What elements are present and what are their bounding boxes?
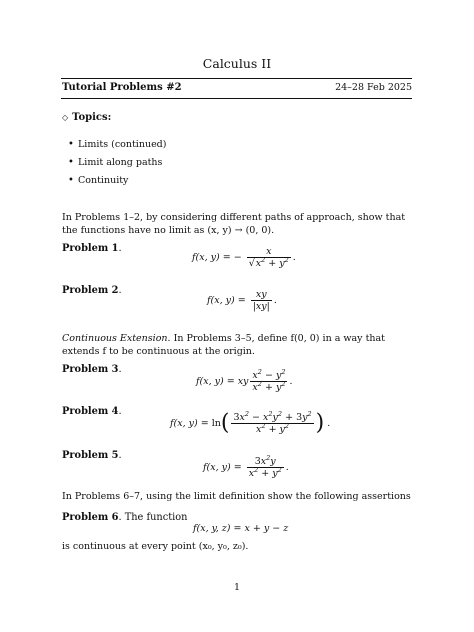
intro-paragraph-2: In Problems 6–7, using the limit definition show the following assertions: [62, 491, 411, 502]
topic-item: • Limits (continued): [78, 139, 166, 150]
header-rule-bottom: [61, 98, 412, 99]
problem-3-heading: Problem 3.: [62, 364, 122, 375]
problem-2-heading: Problem 2.: [62, 285, 122, 296]
topic-item: • Limit along paths: [78, 157, 162, 168]
header-rule-top: [61, 78, 412, 79]
header-left: Tutorial Problems #2: [62, 82, 182, 93]
page-number: 1: [233, 582, 241, 593]
problem-6-heading: Problem 6. The function: [62, 512, 188, 523]
problem-1-heading: Problem 1.: [62, 243, 122, 254]
problem-1-equation: f(x, y) = − $\frac{x}{√x^2 + y^2}$ .: [192, 246, 296, 269]
header-date: 24–28 Feb 2025: [335, 82, 412, 93]
topic-item: • Continuity: [78, 175, 128, 186]
problem-4-equation: f(x, y) = ln( $\frac{3x^2 - x^2y^2 + 3y^2}{x^2 + y^2}$ ) .: [170, 410, 331, 436]
topics-heading: ◇ Topics:: [62, 112, 112, 123]
problem-5-equation: f(x, y) = $\frac{3x^2y}{x^2 + y^2}$ .: [203, 454, 289, 479]
problem-3-equation: f(x, y) = xy $\frac{x^2 - y^2}{x^2 + y^2}$ .: [196, 368, 293, 393]
problem-6-equation: f(x, y, z) = x + y − z: [193, 523, 289, 534]
problem-4-heading: Problem 4.: [62, 406, 122, 417]
document-title: Calculus II: [202, 56, 272, 71]
problem-5-heading: Problem 5.: [62, 450, 122, 461]
problem-6-tail: is continuous at every point (x₀, y₀, z₀).: [62, 541, 249, 552]
problem-2-equation: f(x, y) = $\frac{xy}{|xy|}$ .: [207, 289, 277, 312]
diamond-icon: ◇: [62, 113, 69, 122]
intro-paragraph-1: In Problems 1–2, by considering different paths of approach, show that the functions have no limit as (x, y) → (0, 0).: [62, 212, 406, 236]
extension-paragraph: Continuous Extension. In Problems 3–5, define f(0, 0) in a way that extends f to be continuous at the origin.: [62, 333, 385, 357]
